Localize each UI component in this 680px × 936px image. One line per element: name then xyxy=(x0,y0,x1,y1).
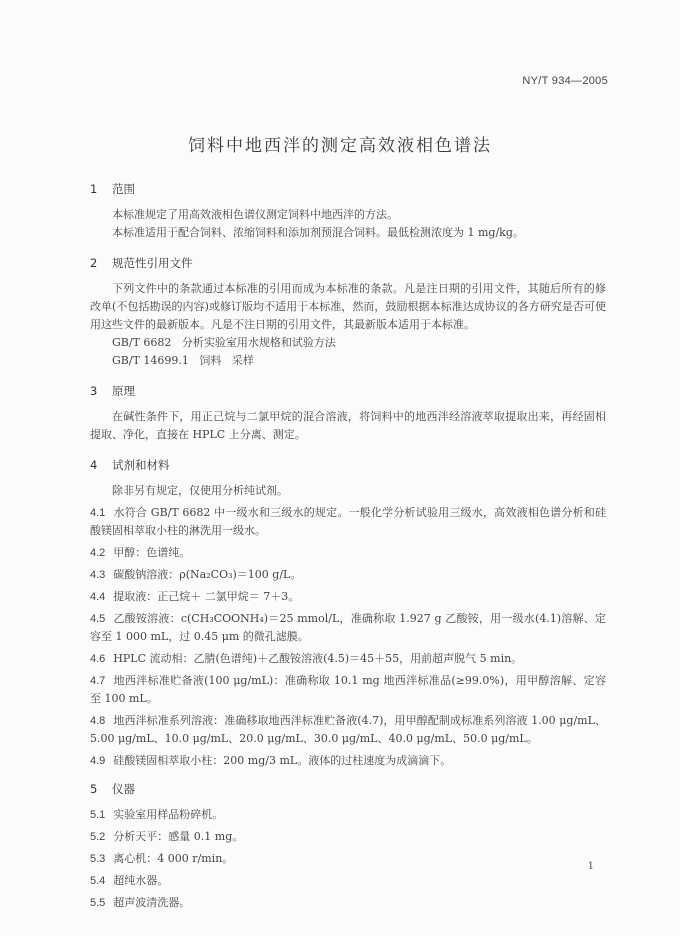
reference-item: GB/T 6682 分析实验室用水规格和试验方法 xyxy=(112,336,336,349)
list-item: 4.9 硅酸镁固相萃取小柱：200 mg/3 mL。液体的过柱速度为成滴滴下。 xyxy=(90,754,452,767)
list-item: 5.3 离心机：4 000 r/min。 xyxy=(90,852,234,865)
section-heading-5 xyxy=(90,780,606,798)
section-number: 4 xyxy=(90,458,98,472)
paragraph: 本标准适用于配合饲料、浓缩饲料和添加剂预混合饲料。最低检测浓度为 1 mg/kg。 xyxy=(112,226,524,239)
standard-code: NY/T 934—2005 xyxy=(522,75,608,87)
list-item: 5.2 分析天平：感量 0.1 mg。 xyxy=(90,830,244,843)
list-item: 4.2 甲醇：色谱纯。 xyxy=(90,546,191,559)
section-heading-1 xyxy=(90,180,606,198)
section-title: 试剂和材料 xyxy=(112,458,170,472)
section-title: 仪器 xyxy=(112,782,135,796)
section-heading-4 xyxy=(90,456,606,474)
section-number: 5 xyxy=(90,782,98,796)
list-item: 4.8 地西泮标准系列溶液：准确移取地西泮标准贮备液(4.7)，用甲醇配制成标准系列溶液 1.00 μg/mL、5.00 μg/mL、10.0 μg/mL、20.0 μg/mL、30.0 μg/mL、40.0 μg/mL、50.0 μg/mL。 xyxy=(90,714,606,745)
paragraph: 下列文件中的条款通过本标准的引用而成为本标准的条款。凡是注日期的引用文件，其随后所有的修改单(不包括勘误的内容)或修订版均不适用于本标准，然而，鼓励根据本标准达成协议的各方研究是否可使用这些文件的最新版本。凡是不注日期的引用文件，其最新版本适用于本标准。 xyxy=(90,282,606,331)
section-number: 3 xyxy=(90,384,98,398)
list-item: 4.7 地西泮标准贮备液(100 μg/mL)：准确称取 10.1 mg 地西泮标准品(≥99.0%)，用甲醇溶解、定容至 100 mL。 xyxy=(90,674,606,705)
document-body xyxy=(90,180,606,916)
paragraph: 本标准规定了用高效液相色谱仪测定饲料中地西泮的方法。 xyxy=(112,208,398,221)
section-heading-3 xyxy=(90,382,606,400)
list-item: 4.3 碳酸钠溶液：ρ(Na₂CO₃)＝100 g/L。 xyxy=(90,568,302,581)
list-item: 5.1 实验室用样品粉碎机。 xyxy=(90,808,224,821)
list-item: 4.4 提取液：正己烷＋ 二氯甲烷＝ 7＋3。 xyxy=(90,590,300,603)
paragraph: 除非另有规定，仅使用分析纯试剂。 xyxy=(112,484,288,497)
page-number: 1 xyxy=(587,861,594,872)
section-heading-2 xyxy=(90,254,606,272)
section-number: 2 xyxy=(90,256,98,270)
list-item: 4.6 HPLC 流动相：乙腈(色谱纯)＋乙酸铵溶液(4.5)＝45＋55，用前超声脱气 5 min。 xyxy=(90,652,523,665)
section-title: 规范性引用文件 xyxy=(112,256,193,270)
list-item: 5.4 超纯水器。 xyxy=(90,874,169,887)
list-item: 5.5 超声波清洗器。 xyxy=(90,896,191,909)
list-item: 4.1 水符合 GB/T 6682 中一级水和三级水的规定。一般化学分析试验用三级水，高效液相色谱分析和硅酸镁固相萃取小柱的淋洗用一级水。 xyxy=(90,506,606,537)
section-title: 原理 xyxy=(112,384,135,398)
section-title: 范围 xyxy=(112,182,135,196)
section-number: 1 xyxy=(90,182,98,196)
reference-item: GB/T 14699.1 饲料 采样 xyxy=(112,354,254,367)
document-title: 饲料中地西泮的测定高效液相色谱法 xyxy=(188,136,492,156)
list-item: 4.5 乙酸铵溶液：c(CH₃COONH₄)＝25 mmol/L，准确称取 1.927 g 乙酸铵，用一级水(4.1)溶解、定容至 1 000 mL，过 0.45 μm 的微孔滤膜。 xyxy=(90,612,606,643)
paragraph: 在碱性条件下，用正己烷与二氯甲烷的混合溶液，将饲料中的地西泮经溶液萃取提取出来，再经固相提取、净化，直接在 HPLC 上分离、测定。 xyxy=(90,410,606,441)
